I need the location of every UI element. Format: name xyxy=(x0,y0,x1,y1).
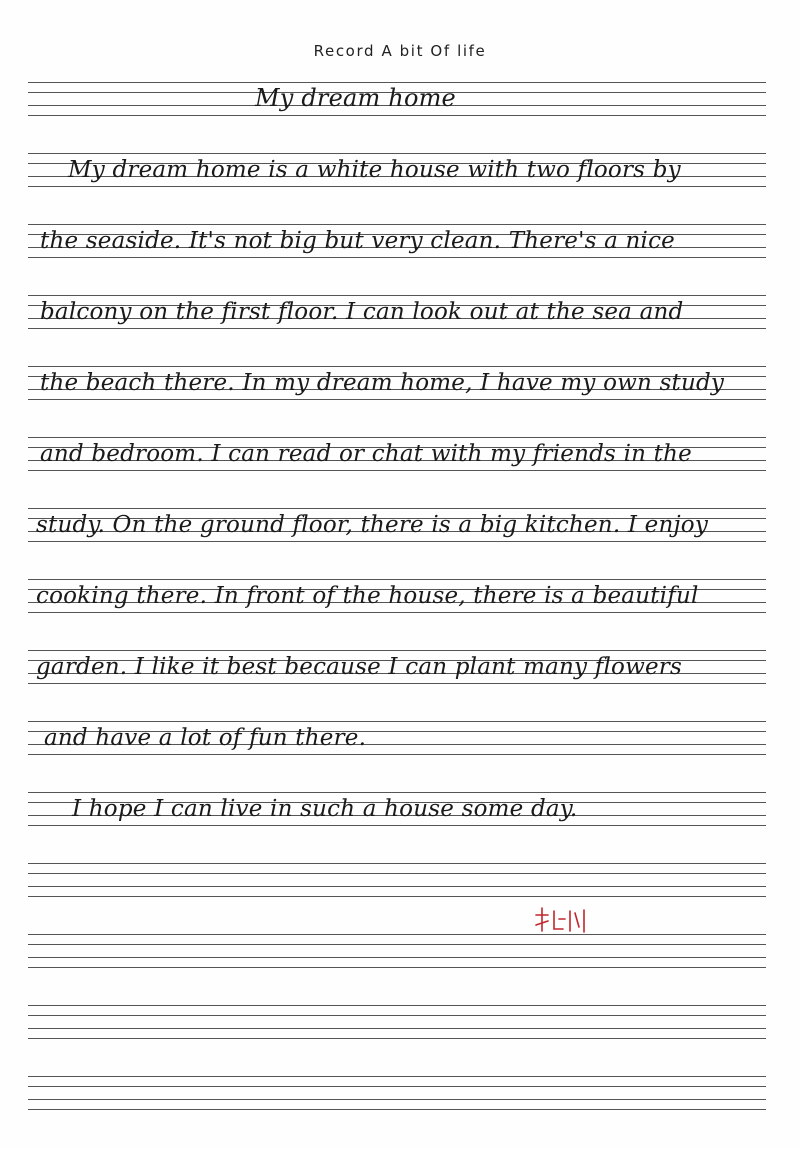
ruled-line xyxy=(28,650,766,651)
ruled-line xyxy=(28,754,766,755)
ruled-line xyxy=(28,792,766,793)
essay-line: My dream home is a white house with two floors by xyxy=(68,157,681,183)
ruled-line xyxy=(28,1005,766,1006)
ruled-line xyxy=(28,944,766,945)
signature xyxy=(532,905,596,942)
ruled-line xyxy=(28,873,766,874)
ruled-line xyxy=(28,1109,766,1110)
page-header: Record A bit Of life xyxy=(313,42,487,60)
ruled-line xyxy=(28,437,766,438)
handwritten-signature xyxy=(532,905,596,935)
ruled-line xyxy=(28,541,766,542)
ruled-line xyxy=(28,721,766,722)
ruled-line xyxy=(28,295,766,296)
essay-line: and bedroom. I can read or chat with my friends in the xyxy=(40,441,692,467)
ruled-line xyxy=(28,224,766,225)
ruled-line xyxy=(28,1099,766,1100)
essay-line: the beach there. In my dream home, I have my own study xyxy=(40,370,725,396)
ruled-line xyxy=(28,825,766,826)
ruled-line xyxy=(28,1015,766,1016)
ruled-line xyxy=(28,1086,766,1087)
ruled-line xyxy=(28,508,766,509)
ruled-line xyxy=(28,579,766,580)
ruled-line xyxy=(28,896,766,897)
ruled-line xyxy=(28,153,766,154)
essay-line: I hope I can live in such a house some day. xyxy=(72,796,578,822)
ruled-line xyxy=(28,366,766,367)
essay-line: the seaside. It's not big but very clean. There's a nice xyxy=(40,228,675,254)
ruled-line xyxy=(28,863,766,864)
ruled-line xyxy=(28,886,766,887)
ruled-line xyxy=(28,957,766,958)
essay-line: study. On the ground floor, there is a big kitchen. I enjoy xyxy=(36,512,709,538)
ruled-line xyxy=(28,1028,766,1029)
essay-line: garden. I like it best because I can plant many flowers xyxy=(36,654,682,680)
ruled-line xyxy=(28,1076,766,1077)
ruled-line xyxy=(28,683,766,684)
ruled-line xyxy=(28,399,766,400)
ruled-line xyxy=(28,967,766,968)
essay-line: and have a lot of fun there. xyxy=(44,725,367,751)
ruled-line xyxy=(28,257,766,258)
ruled-line xyxy=(28,934,766,935)
ruled-line xyxy=(28,612,766,613)
ruled-line xyxy=(28,328,766,329)
ruled-line xyxy=(28,82,766,83)
essay-title: My dream home xyxy=(255,84,456,112)
essay-line: balcony on the first floor. I can look out at the sea and xyxy=(40,299,684,325)
ruled-line xyxy=(28,115,766,116)
ruled-line xyxy=(28,1038,766,1039)
ruled-line xyxy=(28,186,766,187)
ruled-line xyxy=(28,470,766,471)
essay-line: cooking there. In front of the house, there is a beautiful xyxy=(36,583,699,609)
